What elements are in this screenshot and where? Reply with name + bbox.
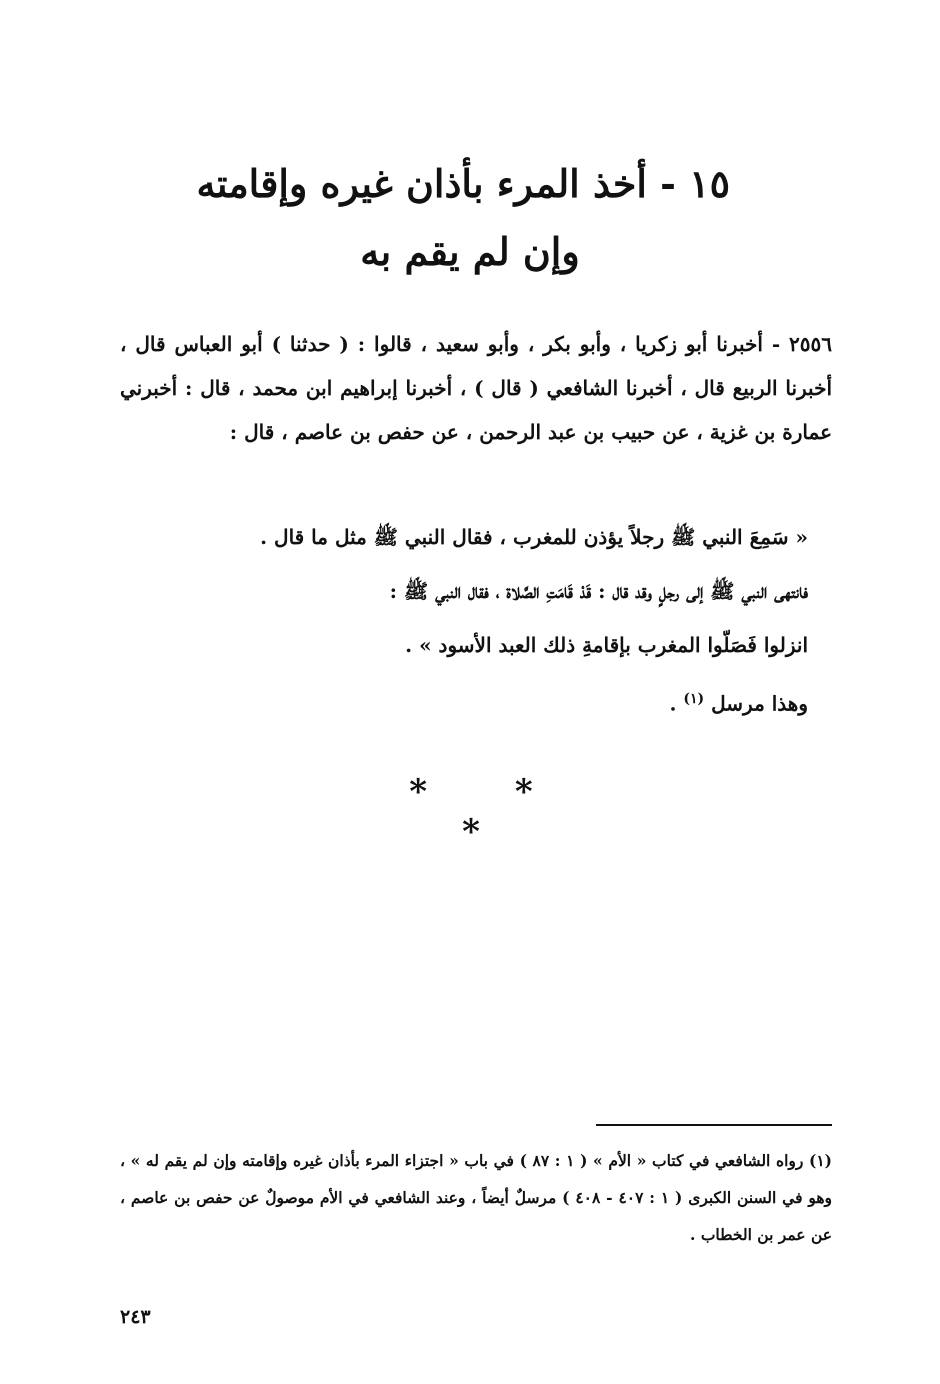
isnad-paragraph — [120, 322, 832, 454]
section-separator: * * * — [409, 772, 571, 852]
chapter-heading-line-2: وإن لم يقم به — [360, 229, 580, 274]
hadith-text — [118, 510, 808, 731]
footnote-1: (١) رواه الشافعي في كتاب « الأم » ( ١ : ٨٧ ) في باب « اجتزاء المرء بأذان غيره وإقامته وإن لم يقم له » ، وهو في السنن الكبرى ( ١ : ٤٠٧ - ٤٠٨ ) مرسلٌ أيضاً ، وعند الشافعي في الأم موصولٌ عن حفص بن عاصم ، عن عمر بن الخطاب . — [120, 1151, 833, 1244]
chapter-heading — [120, 150, 820, 286]
page-number: ٢٤٣ — [120, 1306, 151, 1328]
chapter-heading-line-1: ١٥ - أخذ المرء بأذان غيره وإقامته — [196, 161, 730, 206]
mursal-note-end: . — [669, 691, 677, 716]
mursal-note: وهذا مرسل — [711, 691, 808, 716]
footnote-reference: (١) — [683, 691, 705, 707]
hadith-line-1: « سَمِعَ النبي ﷺ رجلاً يؤذن للمغرب ، فقال النبي ﷺ مثل ما قال . — [260, 525, 808, 549]
hadith-line-4 — [118, 672, 808, 731]
hadith-line-2: فانتهى النبي ﷺ إلى رجلٍ وقد قال : قَدْ قَامَتِ الصَّلاة ، فقال النبي ﷺ : — [389, 579, 808, 603]
isnad-text: ٢٥٥٦ - أخبرنا أبو زكريا ، وأبو بكر ، وأبو سعيد ، قالوا : ( حدثنا ) أبو العباس قال ، أخبرنا الربيع قال ، أخبرنا الشافعي ( قال ) ، أخبرنا إبراهيم ابن محمد ، قال : أخبرني عمارة بن غزية ، عن حبيب بن عبد الرحمن ، عن حفص بن عاصم ، قال : — [120, 332, 832, 444]
footnotes — [120, 1142, 832, 1253]
hadith-line-3: انزلوا فَصَلّوا المغرب بإقامةِ ذلك العبد الأسود » . — [405, 633, 808, 657]
footnote-divider — [596, 1124, 832, 1126]
